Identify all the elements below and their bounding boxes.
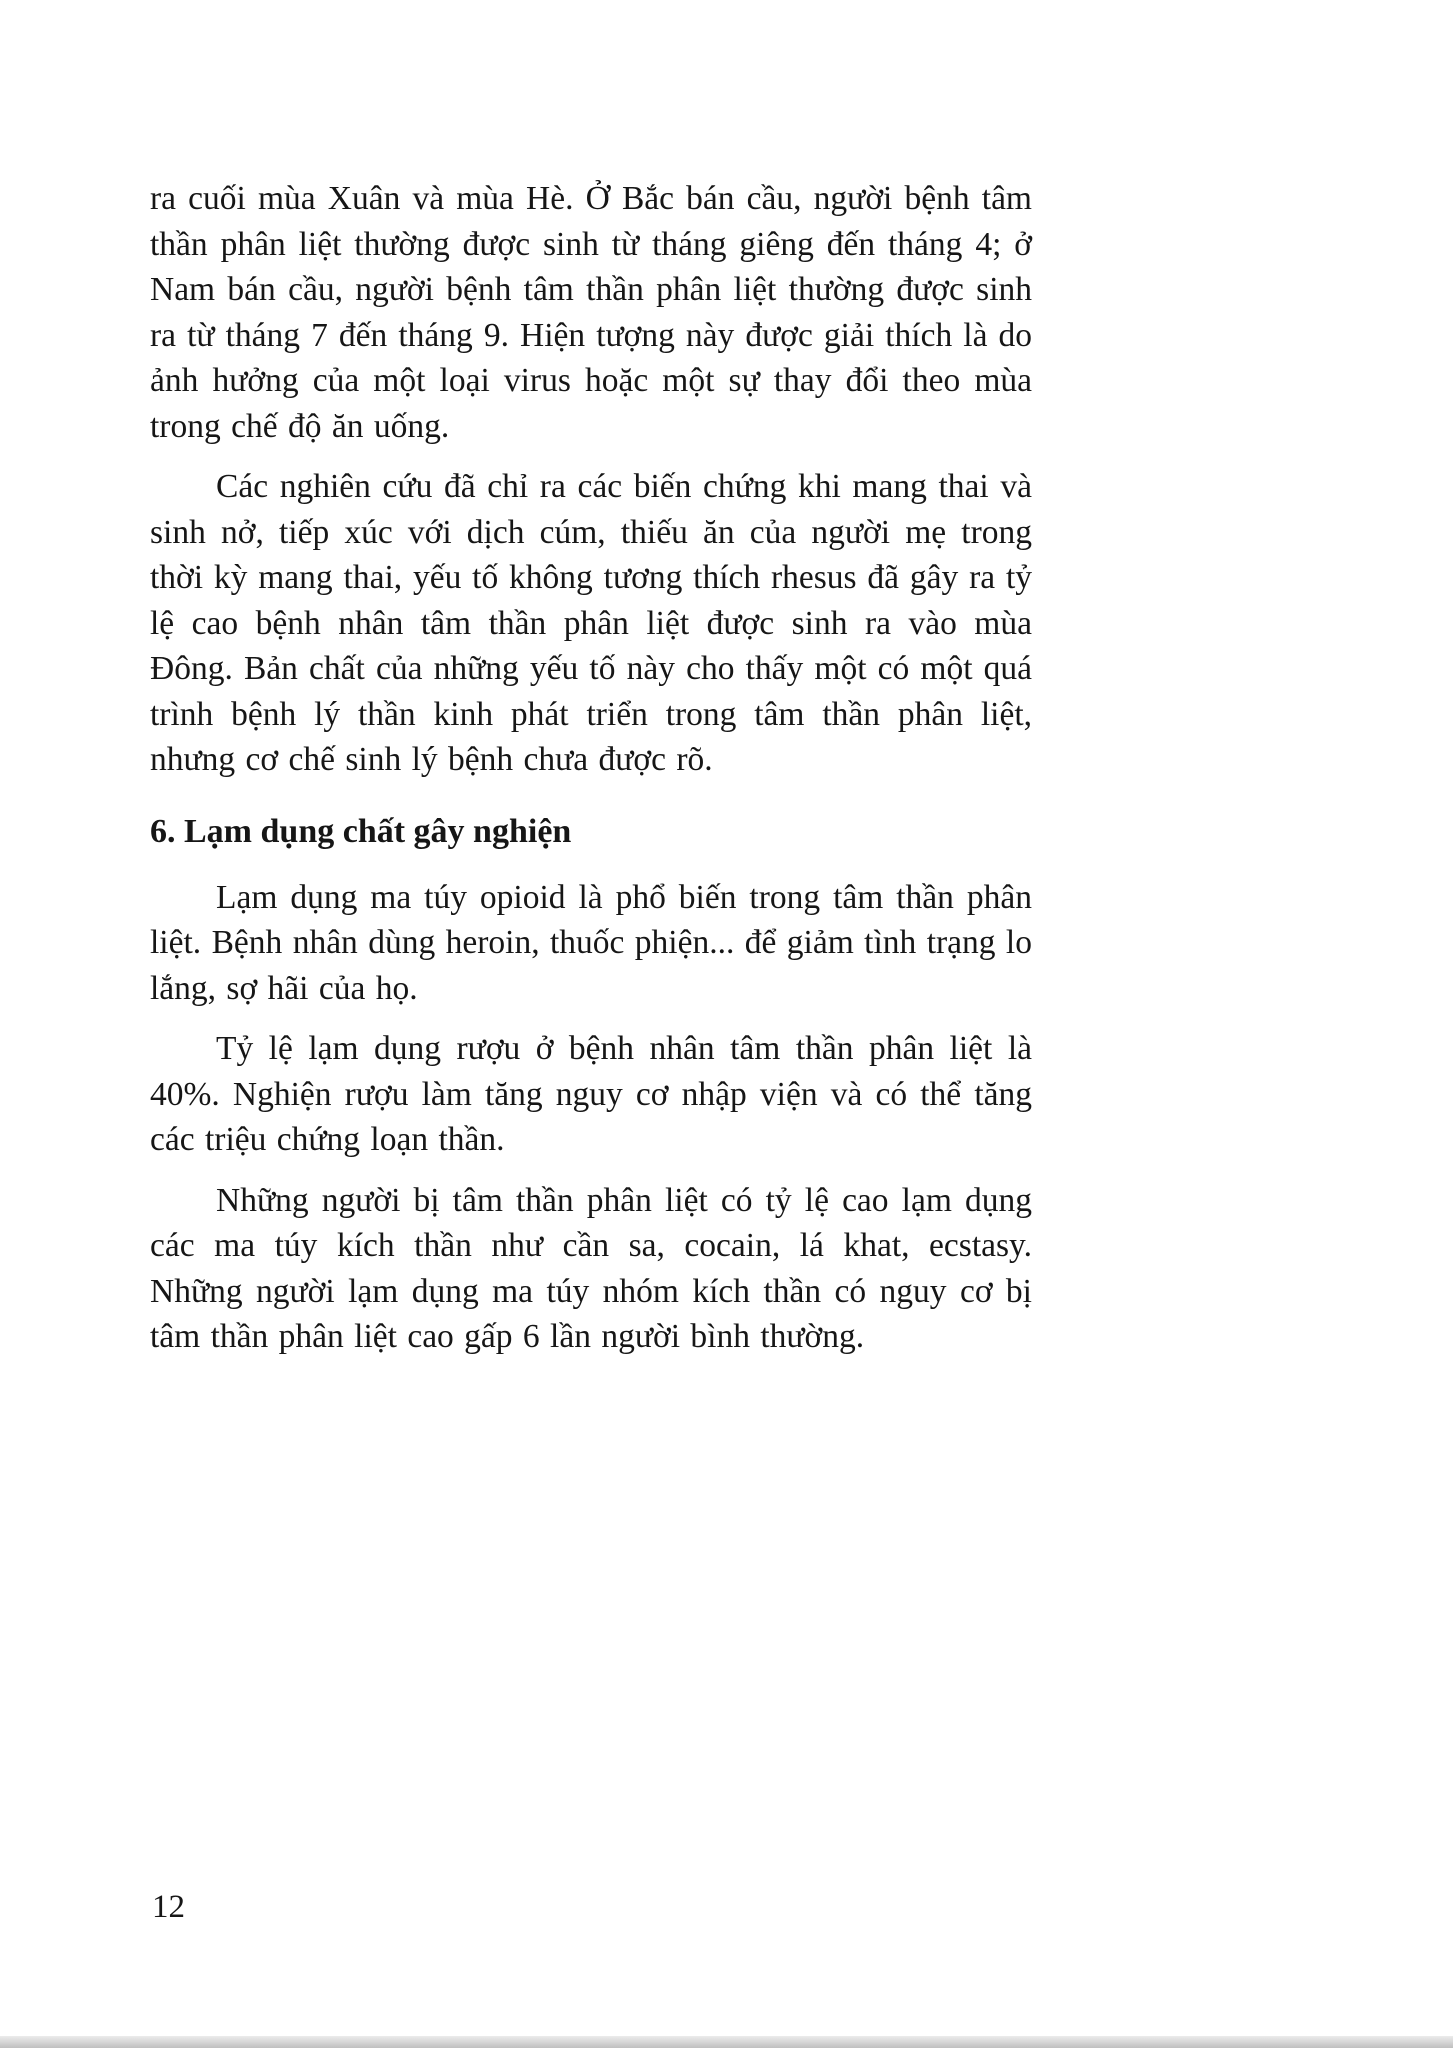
- paragraph-opioid-abuse: Lạm dụng ma túy opioid là phổ biến trong tâm thần phân liệt. Bệnh nhân dùng heroin, thuốc phiện... để giảm tình trạng lo lắng, sợ hãi của họ.: [150, 878, 1032, 1007]
- text-block: [150, 176, 1032, 1375]
- scan-edge-shadow: [0, 2036, 1453, 2048]
- paragraph-birth-season: ra cuối mùa Xuân và mùa Hè. Ở Bắc bán cầu, người bệnh tâm thần phân liệt thường được sinh từ tháng giêng đến tháng 4; ở Nam bán cầu, người bệnh tâm thần phân liệt thường được sinh ra từ tháng 7 đến tháng 9. Hiện tượng này được giải thích là do ảnh hưởng của một loại virus hoặc một sự thay đổi theo mùa trong chế độ ăn uống.: [150, 180, 1032, 445]
- section-heading-substance-abuse: 6. Lạm dụng chất gây nghiện: [150, 812, 572, 850]
- paragraph-stimulant-abuse: Những người bị tâm thần phân liệt có tỷ lệ cao lạm dụng các ma túy kích thần như cần sa, cocain, lá khat, ecstasy. Những người lạm dụng ma túy nhóm kích thần có nguy cơ bị tâm thần phân liệt cao gấp 6 lần người bình thường.: [150, 1181, 1032, 1355]
- paragraph-research-findings: Các nghiên cứu đã chỉ ra các biến chứng khi mang thai và sinh nở, tiếp xúc với dịch cúm, thiếu ăn của người mẹ trong thời kỳ mang thai, yếu tố không tương thích rhesus đã gây ra tỷ lệ cao bệnh nhân tâm thần phân liệt được sinh ra vào mùa Đông. Bản chất của những yếu tố này cho thấy một có một quá trình bệnh lý thần kinh phát triển trong tâm thần phân liệt, nhưng cơ chế sinh lý bệnh chưa được rõ.: [150, 468, 1032, 778]
- page-number: 12: [152, 1889, 185, 1925]
- paragraph-alcohol-abuse: Tỷ lệ lạm dụng rượu ở bệnh nhân tâm thần phân liệt là 40%. Nghiện rượu làm tăng nguy cơ nhập viện và có thể tăng các triệu chứng loạn thần.: [150, 1030, 1032, 1158]
